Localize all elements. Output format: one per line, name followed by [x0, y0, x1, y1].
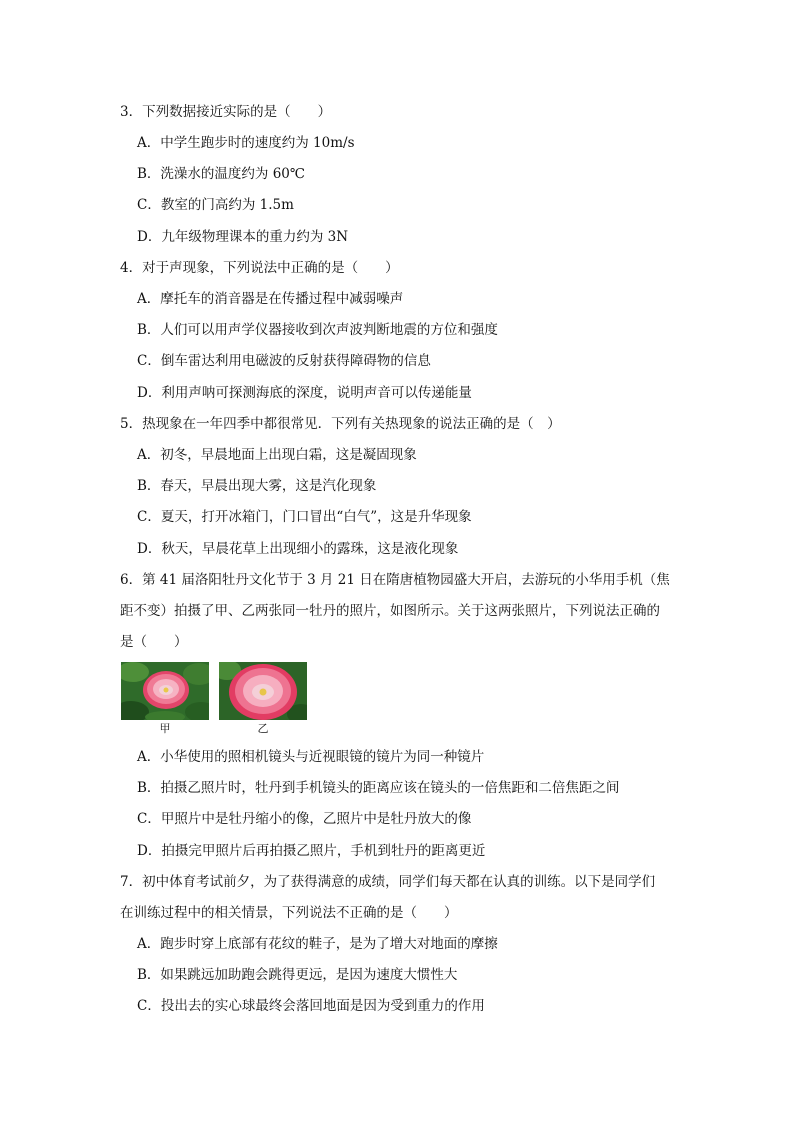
question-3-option-b: B．洗澡水的温度约为 60℃	[137, 166, 305, 182]
question-6-option-d: D．拍摄完甲照片后再拍摄乙照片，手机到牡丹的距离更近	[137, 843, 486, 859]
question-5-stem: 5．热现象在一年四季中都很常见．下列有关热现象的说法正确的是（ ）	[120, 416, 561, 432]
question-3-option-a: A．中学生跑步时的速度约为 10m/s	[137, 135, 355, 151]
question-7-stem-line-1: 7．初中体育考试前夕，为了获得满意的成绩，同学们每天都在认真的训练。以下是同学们	[120, 874, 656, 890]
question-4-option-d: D．利用声呐可探测海底的深度，说明声音可以传递能量	[137, 385, 472, 401]
question-6-stem-line-1: 6．第 41 届洛阳牡丹文化节于 3 月 21 日在隋唐植物园盛大开启，去游玩的小华用手机（焦	[120, 572, 670, 588]
question-4-option-a: A．摩托车的消音器是在传播过程中减弱噪声	[137, 291, 404, 307]
question-6-stem-line-3: 是（ ）	[120, 634, 188, 650]
question-5-option-b: B．春天，早晨出现大雾，这是汽化现象	[137, 478, 377, 494]
peony-photo-yi	[219, 662, 307, 720]
question-5-option-a: A．初冬，早晨地面上出现白霜，这是凝固现象	[137, 447, 417, 463]
question-7-option-b: B．如果跳远加助跑会跳得更远，是因为速度大惯性大	[137, 967, 458, 983]
peony-photo-jia	[121, 662, 209, 720]
question-6-option-b: B．拍摄乙照片时，牡丹到手机镜头的距离应该在镜头的一倍焦距和二倍焦距之间	[137, 780, 620, 796]
question-3-stem: 3．下列数据接近实际的是（ ）	[120, 104, 332, 120]
question-7-stem-line-2: 在训练过程中的相关情景，下列说法不正确的是（ ）	[120, 905, 458, 921]
question-7-option-a: A．跑步时穿上底部有花纹的鞋子，是为了增大对地面的摩擦	[137, 936, 498, 952]
question-4-stem: 4．对于声现象，下列说法中正确的是（ ）	[120, 260, 399, 276]
question-4-option-c: C．倒车雷达利用电磁波的反射获得障碍物的信息	[137, 353, 431, 369]
question-6-option-a: A．小华使用的照相机镜头与近视眼镜的镜片为同一种镜片	[137, 749, 485, 765]
question-3-option-c: C．教室的门高约为 1.5m	[137, 197, 294, 213]
question-3-option-d: D．九年级物理课本的重力约为 3N	[137, 229, 349, 245]
question-7-option-c: C．投出去的实心球最终会落回地面是因为受到重力的作用	[137, 998, 485, 1014]
question-4-option-b: B．人们可以用声学仪器接收到次声波判断地震的方位和强度	[137, 322, 498, 338]
peony-photos-figure	[121, 662, 311, 740]
question-5-option-d: D．秋天，早晨花草上出现细小的露珠，这是液化现象	[137, 541, 459, 557]
question-5-option-c: C．夏天，打开冰箱门，门口冒出“白气”，这是升华现象	[137, 509, 472, 525]
question-6-stem-line-2: 距不变）拍摄了甲、乙两张同一牡丹的照片，如图所示。关于这两张照片，下列说法正确的	[120, 603, 660, 619]
caption-yi: 乙	[257, 722, 269, 735]
question-6-option-c: C．甲照片中是牡丹缩小的像，乙照片中是牡丹放大的像	[137, 811, 472, 827]
caption-jia: 甲	[159, 722, 171, 735]
